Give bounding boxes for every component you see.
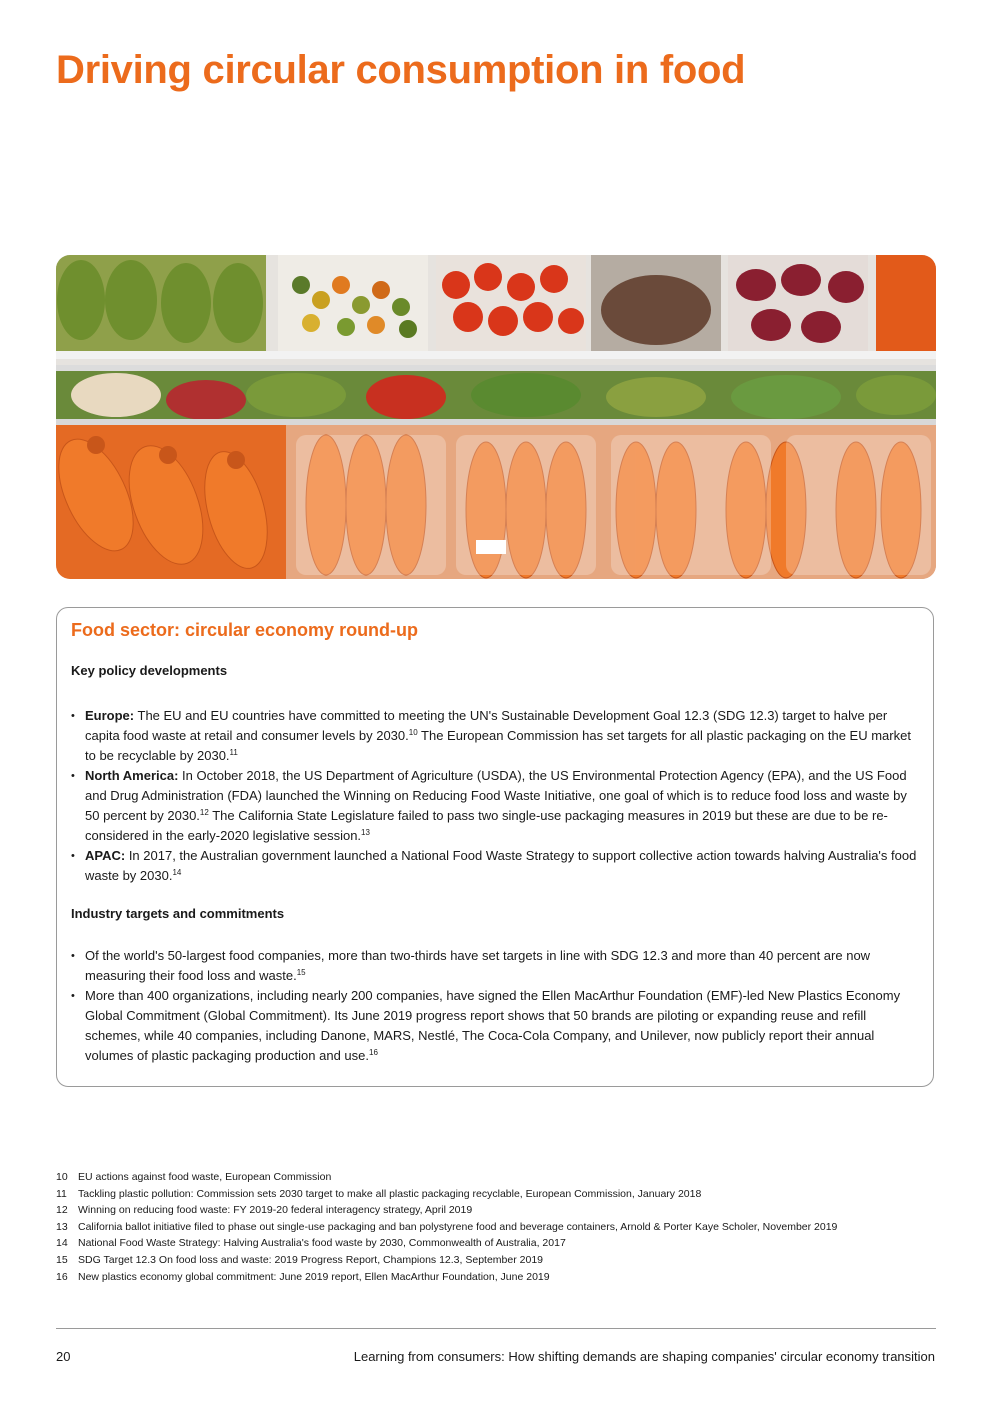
policy-label-north-america: North America: <box>85 768 179 783</box>
policy-item-apac <box>71 846 921 886</box>
footnote-text: California ballot initiative filed to phase out single-use packaging and ban polystyrene food and beverage containers, Arnold & Porter Kaye Scholer, November 2019 <box>78 1220 838 1233</box>
footnote <box>56 1219 936 1236</box>
footnote-number: 15 <box>56 1253 68 1266</box>
footnote-number: 12 <box>56 1204 68 1217</box>
produce-shelves-photo <box>56 255 936 579</box>
footnote-ref: 15 <box>296 968 306 977</box>
roundup-box <box>56 607 934 1087</box>
industry-text: Of the world's 50-largest food companies, more than two-thirds have set targets in line with SDG 12.3 and more than 40 percent are now measuring their food loss and waste. <box>85 948 871 983</box>
footnote-number: 13 <box>56 1220 68 1233</box>
footnote-number: 14 <box>56 1237 68 1250</box>
footnote-ref: 11 <box>229 748 238 757</box>
footnote-text: SDG Target 12.3 On food loss and waste: 2019 Progress Report, Champions 12.3, September 2019 <box>78 1253 543 1266</box>
policy-text: In October 2018, the US Department of Agriculture (USDA), the US Environmental Protection Agency (EPA), and the US Food and Drug Administration (FDA) launched the Winning on Reducing Food Waste Initiative, one goal of which is to reduce food loss and waste by 50 percent by 2030. <box>85 768 907 823</box>
footnote-text: Tackling plastic pollution: Commission sets 2030 target to make all plastic packaging recyclable, European Commission, January 2018 <box>78 1187 702 1200</box>
footnote <box>56 1169 936 1186</box>
footnote-text: EU actions against food waste, European Commission <box>78 1171 332 1183</box>
footnotes <box>56 1169 936 1285</box>
policy-text: The EU and EU countries have committed to meeting the UN's Sustainable Development Goal 12.3 (SDG 12.3) target to halve per capita food waste at retail and consumer levels by 2030. <box>85 708 888 743</box>
page-title: Driving circular consumption in food <box>56 48 746 92</box>
policy-label-europe: Europe: <box>85 708 135 723</box>
industry-heading: Industry targets and commitments <box>71 906 285 921</box>
page-number: 20 <box>56 1349 71 1364</box>
footnote-ref: 16 <box>369 1048 378 1057</box>
footnote-text: Winning on reducing food waste: FY 2019-20 federal interagency strategy, April 2019 <box>78 1204 473 1217</box>
footnote <box>56 1235 936 1252</box>
footnote-number: 16 <box>56 1270 68 1283</box>
policy-text: The California State Legislature failed to pass two single-use packaging measures in 2019 but these are due to be re-considered in the early-2020 legislative session. <box>85 808 888 843</box>
footnote-text: National Food Waste Strategy: Halving Australia's food waste by 2030, Commonwealth of Australia, 2017 <box>78 1237 566 1250</box>
industry-list <box>71 946 921 1066</box>
policy-item-europe <box>71 706 921 766</box>
footnote-ref: 12 <box>199 808 209 817</box>
running-head: Learning from consumers: How shifting demands are shaping companies' circular economy transition <box>353 1349 935 1364</box>
policy-text: The European Commission has set targets for all plastic packaging on the EU market to be recyclable by 2030. <box>85 728 911 763</box>
footnote-ref: 14 <box>172 868 182 877</box>
policy-heading: Key policy developments <box>71 663 228 678</box>
policy-label-apac: APAC: <box>85 848 126 863</box>
footnote-number: 10 <box>56 1171 68 1183</box>
policy-list <box>71 706 921 886</box>
roundup-title: Food sector: circular economy round-up <box>71 620 419 640</box>
footer-divider <box>56 1328 936 1329</box>
footnote <box>56 1202 936 1219</box>
footnote <box>56 1186 936 1203</box>
industry-text: More than 400 organizations, including nearly 200 companies, have signed the Ellen MacArthur Foundation (EMF)-led New Plastics Economy Global Commitment (Global Commitment). Its June 2019 progress report shows that 50 brands are piloting or expanding reuse and refill schemes, while 40 companies, including Danone, MARS, Nestlé, The Coca-Cola Company, and Unilever, now publicly report their annual volumes of plastic packaging production and use. <box>85 988 901 1063</box>
policy-text: In 2017, the Australian government launched a National Food Waste Strategy to support collective action towards halving Australia's food waste by 2030. <box>85 848 917 883</box>
policy-item-north-america <box>71 766 921 846</box>
footnote-ref: 10 <box>408 728 418 737</box>
footnote-text: New plastics economy global commitment: June 2019 report, Ellen MacArthur Foundation, June 2019 <box>78 1270 550 1283</box>
industry-item <box>71 986 921 1066</box>
footnote-number: 11 <box>56 1187 67 1200</box>
industry-item <box>71 946 921 986</box>
footnote <box>56 1252 936 1269</box>
footnote-ref: 13 <box>361 828 370 837</box>
footnote <box>56 1269 936 1286</box>
